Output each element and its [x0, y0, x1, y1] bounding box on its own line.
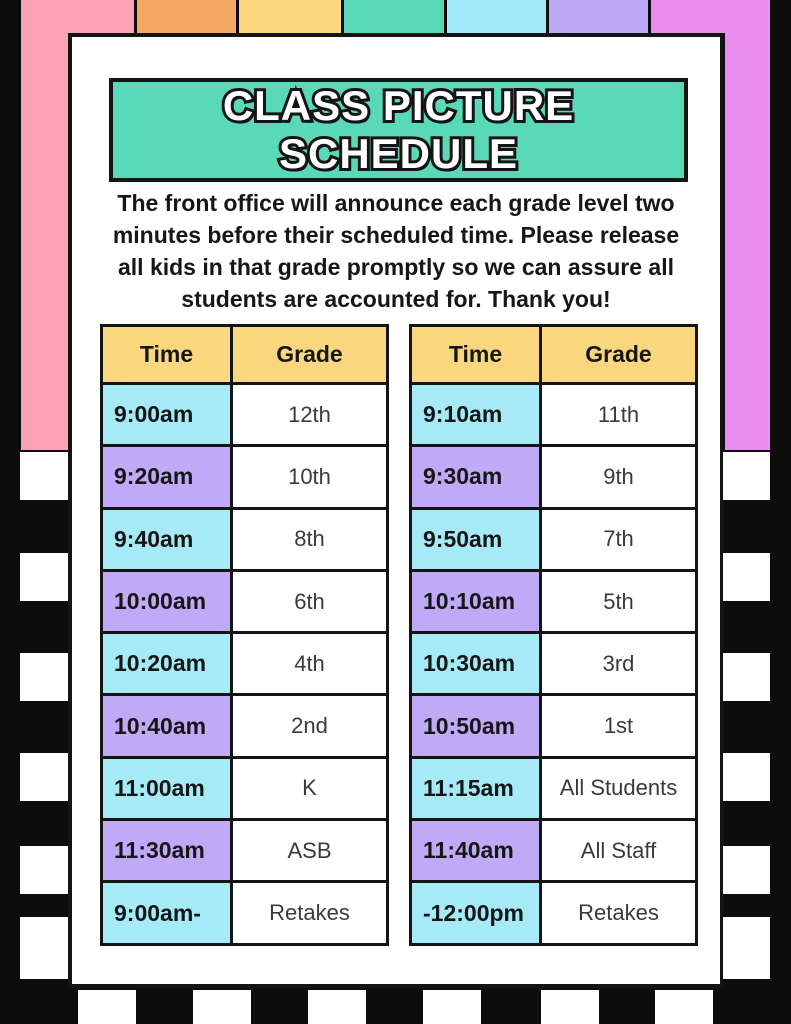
table-row: [412, 756, 695, 818]
table-row: [412, 507, 695, 569]
grade-cell: Retakes: [542, 883, 695, 942]
time-cell: 9:10am: [412, 385, 542, 444]
grade-cell: 6th: [233, 572, 386, 631]
time-cell: 9:40am: [103, 510, 233, 569]
grade-column-header: Grade: [276, 341, 343, 367]
checker-square: [723, 553, 770, 601]
time-cell: 10:00am: [103, 572, 233, 631]
checker-square: [423, 990, 481, 1024]
table-row: [103, 693, 386, 755]
table-row: [103, 569, 386, 631]
stripe-orange: [137, 0, 236, 33]
grade-cell: 1st: [542, 696, 695, 755]
time-cell: 9:30am: [412, 447, 542, 506]
time-cell: 10:40am: [103, 696, 233, 755]
checker-square: [78, 990, 136, 1024]
time-cell: 11:00am: [103, 759, 233, 818]
right-magenta-column: [725, 0, 770, 450]
grade-cell: All Staff: [542, 821, 695, 880]
table-row: [412, 693, 695, 755]
checker-square: [20, 917, 68, 979]
intro-text-line: students are accounted for. Thank you!: [181, 286, 611, 312]
stripe-blue: [447, 0, 546, 33]
time-cell: 9:50am: [412, 510, 542, 569]
grade-cell: 9th: [542, 447, 695, 506]
schedule-table-right: [409, 324, 698, 946]
time-cell: -12:00pm: [412, 883, 542, 942]
checker-square: [723, 753, 770, 801]
table-row: [103, 818, 386, 880]
time-cell: 10:10am: [412, 572, 542, 631]
table-row: [103, 382, 386, 444]
grade-cell: Retakes: [233, 883, 386, 942]
title-banner: [109, 78, 688, 182]
grade-cell: All Students: [542, 759, 695, 818]
checker-square: [541, 990, 599, 1024]
table-header-row: [103, 327, 386, 382]
grade-column-header: Grade: [585, 341, 652, 367]
checker-square: [20, 653, 68, 701]
schedule-tables: [72, 324, 720, 947]
table-body: [103, 382, 386, 943]
intro-text-line: minutes before their scheduled time. Please release: [112, 222, 680, 248]
time-column-header: Time: [412, 327, 542, 382]
grade-cell: 8th: [233, 510, 386, 569]
checker-square: [20, 753, 68, 801]
time-column-header: Time: [103, 327, 233, 382]
time-cell: 9:00am-: [103, 883, 233, 942]
table-row: [103, 880, 386, 942]
grade-cell: 4th: [233, 634, 386, 693]
schedule-table-left: [100, 324, 389, 946]
checker-square: [20, 553, 68, 601]
table-row: [103, 444, 386, 506]
checker-square: [20, 452, 68, 500]
grade-cell: 12th: [233, 385, 386, 444]
time-cell: 10:50am: [412, 696, 542, 755]
checker-square: [20, 846, 68, 894]
grade-cell: 3rd: [542, 634, 695, 693]
grade-cell: 11th: [542, 385, 695, 444]
table-row: [412, 382, 695, 444]
checker-square: [723, 917, 770, 979]
table-row: [412, 818, 695, 880]
table-header-row: [412, 327, 695, 382]
table-row: [412, 569, 695, 631]
intro-text: [72, 187, 720, 315]
grade-cell: ASB: [233, 821, 386, 880]
page-title-line2: SCHEDULE: [278, 130, 519, 177]
checker-square: [308, 990, 366, 1024]
time-cell: 9:20am: [103, 447, 233, 506]
checker-square: [723, 452, 770, 500]
left-pink-column: [21, 0, 68, 450]
table-row: [103, 756, 386, 818]
checker-square: [193, 990, 251, 1024]
table-row: [103, 507, 386, 569]
time-cell: 11:30am: [103, 821, 233, 880]
table-row: [412, 880, 695, 942]
stripe-teal: [344, 0, 444, 33]
checker-square: [723, 653, 770, 701]
grade-cell: 2nd: [233, 696, 386, 755]
grade-cell: 10th: [233, 447, 386, 506]
page-title-line1: CLASS PICTURE: [222, 82, 575, 129]
time-cell: 10:30am: [412, 634, 542, 693]
table-row: [412, 444, 695, 506]
schedule-card: [68, 33, 724, 988]
stripe-yellow: [239, 0, 341, 33]
time-cell: 11:15am: [412, 759, 542, 818]
table-row: [412, 631, 695, 693]
grade-cell: 5th: [542, 572, 695, 631]
time-cell: 11:40am: [412, 821, 542, 880]
grade-cell: K: [233, 759, 386, 818]
intro-text-line: The front office will announce each grade level two: [117, 190, 675, 216]
time-cell: 10:20am: [103, 634, 233, 693]
table-row: [103, 631, 386, 693]
table-body: [412, 382, 695, 943]
stripe-purple: [549, 0, 648, 33]
checker-square: [723, 846, 770, 894]
checker-square: [655, 990, 713, 1024]
grade-cell: 7th: [542, 510, 695, 569]
time-cell: 9:00am: [103, 385, 233, 444]
intro-text-line: all kids in that grade promptly so we can assure all: [117, 254, 674, 280]
